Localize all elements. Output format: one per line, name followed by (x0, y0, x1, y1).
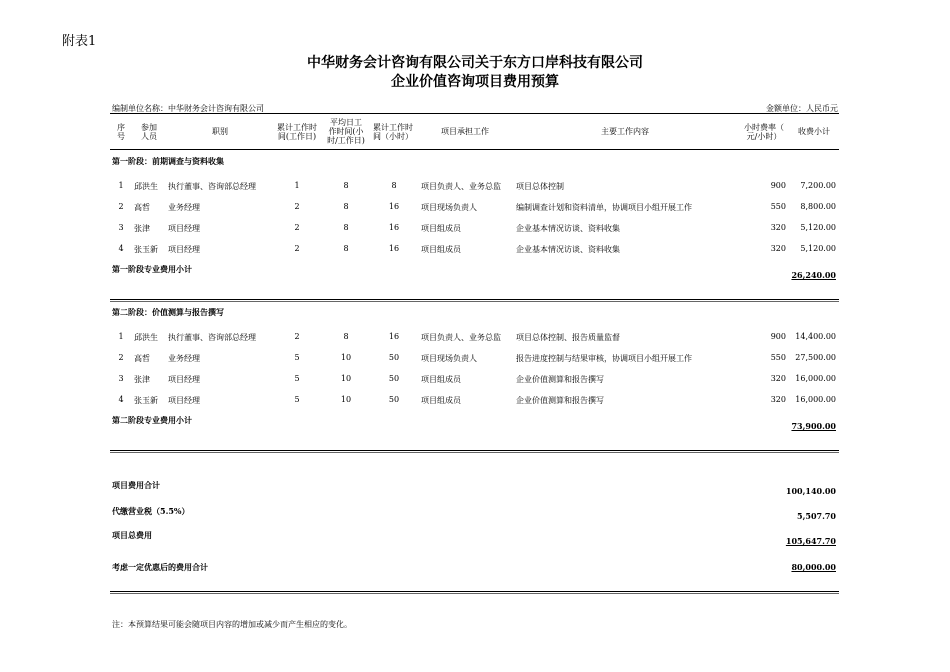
cell-hours: 8 (391, 181, 397, 190)
cell-name: 高哲 (134, 203, 150, 212)
cell-avg: 10 (340, 353, 352, 362)
total-value: 100,140.00 (785, 486, 836, 496)
tax-label: 代缴营业税（5.5%） (112, 506, 190, 516)
cell-content: 企业价值测算和报告撰写 (516, 375, 604, 384)
cell-rate: 550 (770, 202, 786, 211)
cell-avg: 8 (343, 223, 349, 232)
cell-name: 张津 (134, 375, 150, 384)
cell-name: 张玉新 (134, 245, 158, 254)
cell-days: 5 (294, 374, 300, 383)
cell-no: 3 (118, 374, 124, 383)
cell-name: 邱洪生 (134, 333, 158, 342)
cell-no: 4 (118, 244, 124, 253)
cell-no: 1 (118, 332, 124, 341)
discount-label: 考虑一定优惠后的费用合计 (112, 562, 208, 572)
cell-content: 项目总体控制、报告质量监督 (516, 333, 620, 342)
phase1-rule-a (110, 299, 839, 300)
cell-name: 邱洪生 (134, 182, 158, 191)
table-top-rule (110, 113, 839, 114)
cell-position: 项目经理 (168, 224, 200, 233)
cell-rate: 550 (770, 353, 786, 362)
cell-no: 4 (118, 395, 124, 404)
org-label: 编制单位名称：中华财务会计咨询有限公司 (112, 104, 264, 113)
cell-fee: 7,200.00 (800, 181, 836, 190)
cell-hours: 50 (388, 395, 400, 404)
cell-content: 企业价值测算和报告撰写 (516, 396, 604, 405)
cell-avg: 8 (343, 332, 349, 341)
cell-rate: 900 (770, 181, 786, 190)
cell-no: 2 (118, 202, 124, 211)
phase2-subtotal-value: 73,900.00 (791, 421, 836, 431)
cell-rate: 320 (770, 374, 786, 383)
summary-rule-a (110, 591, 839, 592)
cell-days: 2 (294, 244, 300, 253)
cell-fee: 8,800.00 (800, 202, 836, 211)
footnote: 注：本预算结果可能会随项目内容的增加或减少而产生相应的变化。 (112, 620, 352, 629)
cell-name: 张玉新 (134, 396, 158, 405)
unit-label: 金额单位：人民币元 (766, 104, 838, 113)
cell-avg: 8 (343, 202, 349, 211)
cell-avg: 8 (343, 181, 349, 190)
cell-content: 项目总体控制 (516, 182, 564, 191)
grand-total-value: 105,647.70 (785, 536, 836, 546)
cell-content: 企业基本情况访谈、资料收集 (516, 224, 620, 233)
cell-days: 5 (294, 395, 300, 404)
cell-position: 业务经理 (168, 203, 200, 212)
cell-position: 业务经理 (168, 354, 200, 363)
cell-days: 2 (294, 332, 300, 341)
phase2-rule-a (110, 450, 839, 451)
cell-role: 项目负责人、业务总监 (421, 182, 501, 191)
cell-days: 5 (294, 353, 300, 362)
cell-position: 项目经理 (168, 245, 200, 254)
cell-content: 编制调查计划和资料清单，协调项目小组开展工作 (516, 203, 692, 212)
phase2-title: 第二阶段：价值测算与报告撰写 (112, 307, 224, 317)
cell-fee: 27,500.00 (795, 353, 836, 362)
cell-fee: 5,120.00 (800, 244, 836, 253)
grand-total-label: 项目总费用 (112, 530, 152, 540)
cell-role: 项目组成员 (421, 375, 461, 384)
phase1-rule-b (110, 301, 839, 302)
phase1-subtotal-value: 26,240.00 (791, 270, 836, 280)
page-title-line1: 中华财务会计咨询有限公司关于东方口岸科技有限公司 (307, 55, 643, 71)
cell-no: 2 (118, 353, 124, 362)
cell-days: 2 (294, 223, 300, 232)
cell-hours: 50 (388, 374, 400, 383)
phase1-subtotal-label: 第一阶段专业费用小计 (112, 264, 192, 274)
cell-position: 项目经理 (168, 375, 200, 384)
cell-role: 项目组成员 (421, 245, 461, 254)
cell-hours: 16 (388, 244, 400, 253)
cell-hours: 16 (388, 202, 400, 211)
cell-days: 1 (294, 181, 300, 190)
cell-hours: 50 (388, 353, 400, 362)
cell-rate: 900 (770, 332, 786, 341)
cell-rate: 320 (770, 244, 786, 253)
cell-fee: 5,120.00 (800, 223, 836, 232)
page-title-line2: 企业价值咨询项目费用预算 (391, 74, 559, 90)
phase1-title: 第一阶段：前期调查与资料收集 (112, 156, 224, 166)
summary-rule-b (110, 593, 839, 594)
cell-role: 项目负责人、业务总监 (421, 333, 501, 342)
total-label: 项目费用合计 (112, 480, 160, 490)
cell-days: 2 (294, 202, 300, 211)
phase2-subtotal-label: 第二阶段专业费用小计 (112, 415, 192, 425)
cell-fee: 16,000.00 (795, 374, 836, 383)
discount-value: 80,000.00 (791, 562, 836, 572)
cell-role: 项目现场负责人 (421, 354, 477, 363)
cell-avg: 10 (340, 395, 352, 404)
cell-position: 项目经理 (168, 396, 200, 405)
cell-no: 1 (118, 181, 124, 190)
tax-value: 5,507.70 (797, 511, 836, 521)
cell-avg: 10 (340, 374, 352, 383)
cell-fee: 14,400.00 (795, 332, 836, 341)
cell-content: 报告进度控制与结果审核，协调项目小组开展工作 (516, 354, 692, 363)
phase2-rule-b (110, 452, 839, 453)
appendix-label: 附表1 (62, 34, 97, 49)
cell-role: 项目组成员 (421, 224, 461, 233)
cell-fee: 16,000.00 (795, 395, 836, 404)
cell-name: 张津 (134, 224, 150, 233)
cell-hours: 16 (388, 332, 400, 341)
cell-avg: 8 (343, 244, 349, 253)
cell-position: 执行董事、咨询部总经理 (168, 333, 256, 342)
cell-role: 项目组成员 (421, 396, 461, 405)
cell-role: 项目现场负责人 (421, 203, 477, 212)
cell-content: 企业基本情况访谈、资料收集 (516, 245, 620, 254)
cell-name: 高哲 (134, 354, 150, 363)
cell-hours: 16 (388, 223, 400, 232)
cell-no: 3 (118, 223, 124, 232)
header-bottom-rule (110, 149, 839, 150)
cell-rate: 320 (770, 223, 786, 232)
cell-rate: 320 (770, 395, 786, 404)
cell-position: 执行董事、咨询部总经理 (168, 182, 256, 191)
